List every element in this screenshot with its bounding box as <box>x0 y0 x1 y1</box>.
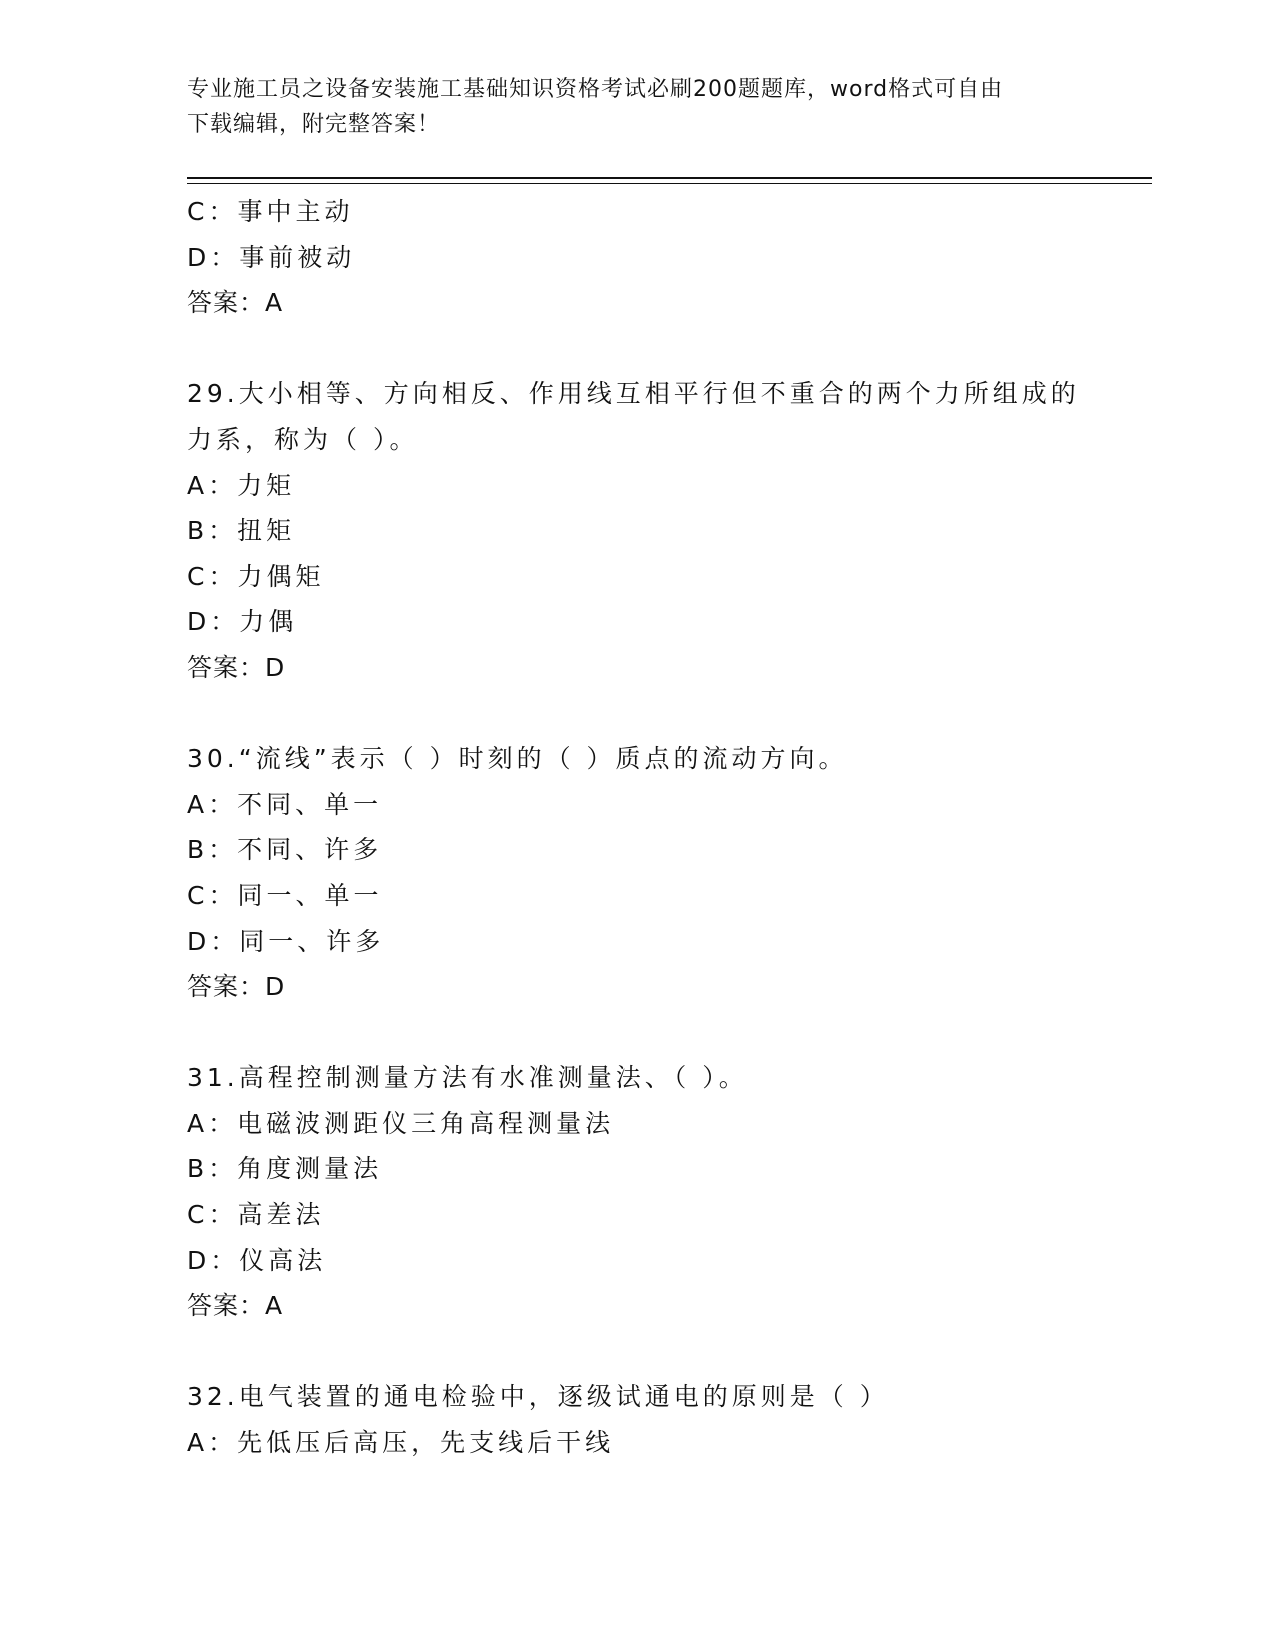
spacer <box>187 1010 1152 1056</box>
option-d: D：仪高法 <box>187 1245 327 1275</box>
option-a: A：力矩 <box>187 470 296 500</box>
option-a: A：先低压后高压，先支线后干线 <box>187 1428 615 1458</box>
question-31 <box>187 1055 1152 1329</box>
answer-line: 答案：D <box>187 972 286 1002</box>
question-28-tail <box>187 189 1152 326</box>
answer-line: 答案：D <box>187 652 286 682</box>
option-d: D：同一、许多 <box>187 926 385 956</box>
header-title-line-1: 专业施工员之设备安装施工基础知识资格考试必刷200题题库，word格式可自由 <box>187 77 1004 102</box>
option-a: A：电磁波测距仪三角高程测量法 <box>187 1108 615 1138</box>
question-stem: 30.“流线”表示（ ）时刻的（ ）质点的流动方向。 <box>187 744 848 774</box>
option-d: D：力偶 <box>187 607 298 637</box>
document-header <box>187 72 1067 142</box>
option-d: D：事前被动 <box>187 242 356 272</box>
question-list <box>187 189 1152 1466</box>
option-b: B：角度测量法 <box>187 1154 383 1184</box>
question-32 <box>187 1374 1152 1465</box>
question-stem: 31.高程控制测量方法有水准测量法、（ ）。 <box>187 1063 748 1093</box>
question-30 <box>187 736 1152 1010</box>
option-a: A：不同、单一 <box>187 789 383 819</box>
question-stem: 29.大小相等、方向相反、作用线互相平行但不重合的两个力所组成的 <box>187 379 1080 409</box>
option-c: C：力偶矩 <box>187 561 325 591</box>
option-c: C：高差法 <box>187 1200 325 1230</box>
option-b: B：不同、许多 <box>187 835 383 865</box>
header-divider-thin <box>187 183 1152 184</box>
header-title-line-2: 下载编辑，附完整答案！ <box>187 112 441 137</box>
question-stem-continued: 力系，称为（ ）。 <box>187 424 419 454</box>
question-29 <box>187 371 1152 690</box>
spacer <box>187 1329 1152 1375</box>
spacer <box>187 326 1152 372</box>
option-c: C：事中主动 <box>187 197 354 226</box>
answer-line: 答案：A <box>187 1291 284 1321</box>
option-c: C：同一、单一 <box>187 880 383 910</box>
option-b: B：扭矩 <box>187 516 296 546</box>
answer-line: 答案：A <box>187 288 284 318</box>
question-stem: 32.电气装置的通电检验中，逐级试通电的原则是（ ） <box>187 1382 889 1412</box>
spacer <box>187 691 1152 737</box>
header-divider-thick <box>187 177 1152 179</box>
